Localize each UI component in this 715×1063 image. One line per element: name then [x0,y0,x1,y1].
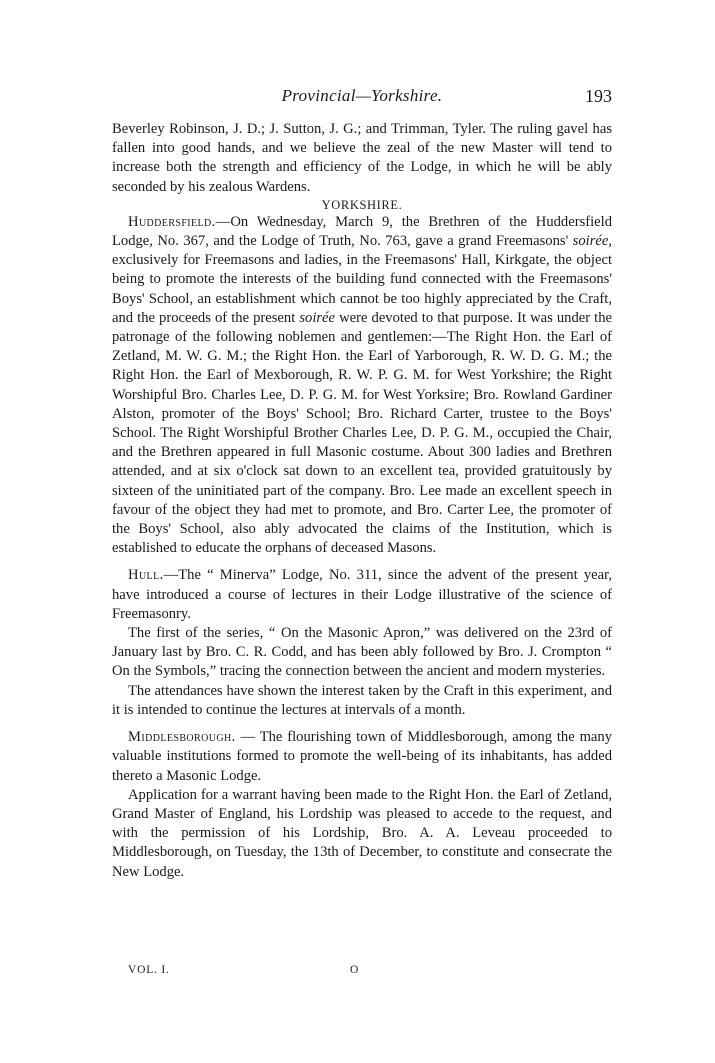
paragraph-huddersfield [112,213,612,559]
signature-mark: O [350,964,360,976]
paragraph-attendances: The attendances have shown the interest taken by the Craft in this experiment, and it is intended to continue the lectures at intervals of a month. [112,682,612,718]
italic-soiree: soirée [299,309,336,326]
place-lead-middlesborough: Middlesborough. [128,729,236,746]
paragraph-text: — The flourishing town of Middlesborough, among the many valuable institutions formed to promote the well-being of its inhabitants, has added thereto a Masonic Lodge. [112,729,612,784]
article-body [112,120,612,882]
place-lead-huddersfield: Huddersfield. [128,213,216,230]
italic-soiree: soirée, [572,233,612,250]
running-title: Provincial—Yorkshire. [281,86,443,105]
section-heading-yorkshire: YORKSHIRE. [321,197,403,212]
page-number: 193 [585,86,612,106]
paragraph-first-lecture: The first of the series, “ On the Masonic Apron,” was delivered on the 23rd of January last by Bro. C. R. Codd, and has been ably followed by Bro. J. Crompton “ On the Symbols,” tracing the connection between the ancient and modern mysteries. [112,625,612,680]
page-footer [128,964,388,980]
paragraph-middlesborough [112,728,612,786]
paragraph-text: were devoted to that purpose. It was under the patronage of the following noblemen and gentlemen:—The Right Hon. the Earl of Zetland, M. W. G. M.; the Right Hon. the Earl of Yarborough, R. W. D. G. M.; the Right Hon. the Earl of Mexborough, R. W. P. G. M. for West Yorkshire; the Right Worshipful Bro. Charles Lee, D. P. G. M. for West Yorksire; Bro. Rowland Gardiner Alston, promoter of the Boys' School; Bro. Richard Carter, trustee to the Boys' School. The Right Worshipful Brother Charles Lee, D. P. G. M., occupied the Chair, and the Brethren appeared in full Masonic costume. About 300 ladies and Brethren attended, and at six o'clock sat down to an excellent tea, provided gratuitously by sixteen of the uninitiated part of the company. Bro. Lee made an excellent speech in favour of the object they had met to promote, and Bro. Carter Lee, the promoter of the Boys' School, also ably advocated the claims of the Institution, which is established to educate the orphans of deceased Masons. [112,309,612,557]
paragraph-warrant: Application for a warrant having been made to the Right Hon. the Earl of Zetland, Grand Master of England, his Lordship was pleased to accede to the request, and with the permission of his Lordship, Bro. A. A. Leveau proceeded to Middlesborough, on Tuesday, the 13th of December, to constitute and consecrate the New Lodge. [112,786,612,880]
paragraph-text: —On Wednesday, March 9, the Brethren of the Huddersfield Lodge, No. 367, and the Lodge of Truth, No. 763, gave a grand Freemasons' [112,213,612,250]
paragraph-hull [112,566,612,624]
volume-mark: VOL. I. [128,964,170,976]
place-lead-hull: Hull. [128,567,164,584]
running-head [112,86,612,110]
paragraph-beverley: Beverley Robinson, J. D.; J. Sutton, J. G.; and Trimman, Tyler. The ruling gavel has fallen into good hands, and we believe the zeal of the new Master will tend to increase both the strength and efficiency of the Lodge, in which he will be ably seconded by his zealous Wardens. [112,121,612,195]
paragraph-text: —The “ Minerva” Lodge, No. 311, since the advent of the present year, have introduced a course of lectures in their Lodge illustrative of the science of Freemasonry. [112,567,612,622]
paragraph-text: exclusively for Freemasons and ladies, in the Freemasons' Hall, Kirkgate, the object being to promote the interests of the building fund connected with the Freemasons' Boys' School, an establishment which cannot be too highly appreciated by the Craft, and the proceeds of the present [112,252,612,326]
